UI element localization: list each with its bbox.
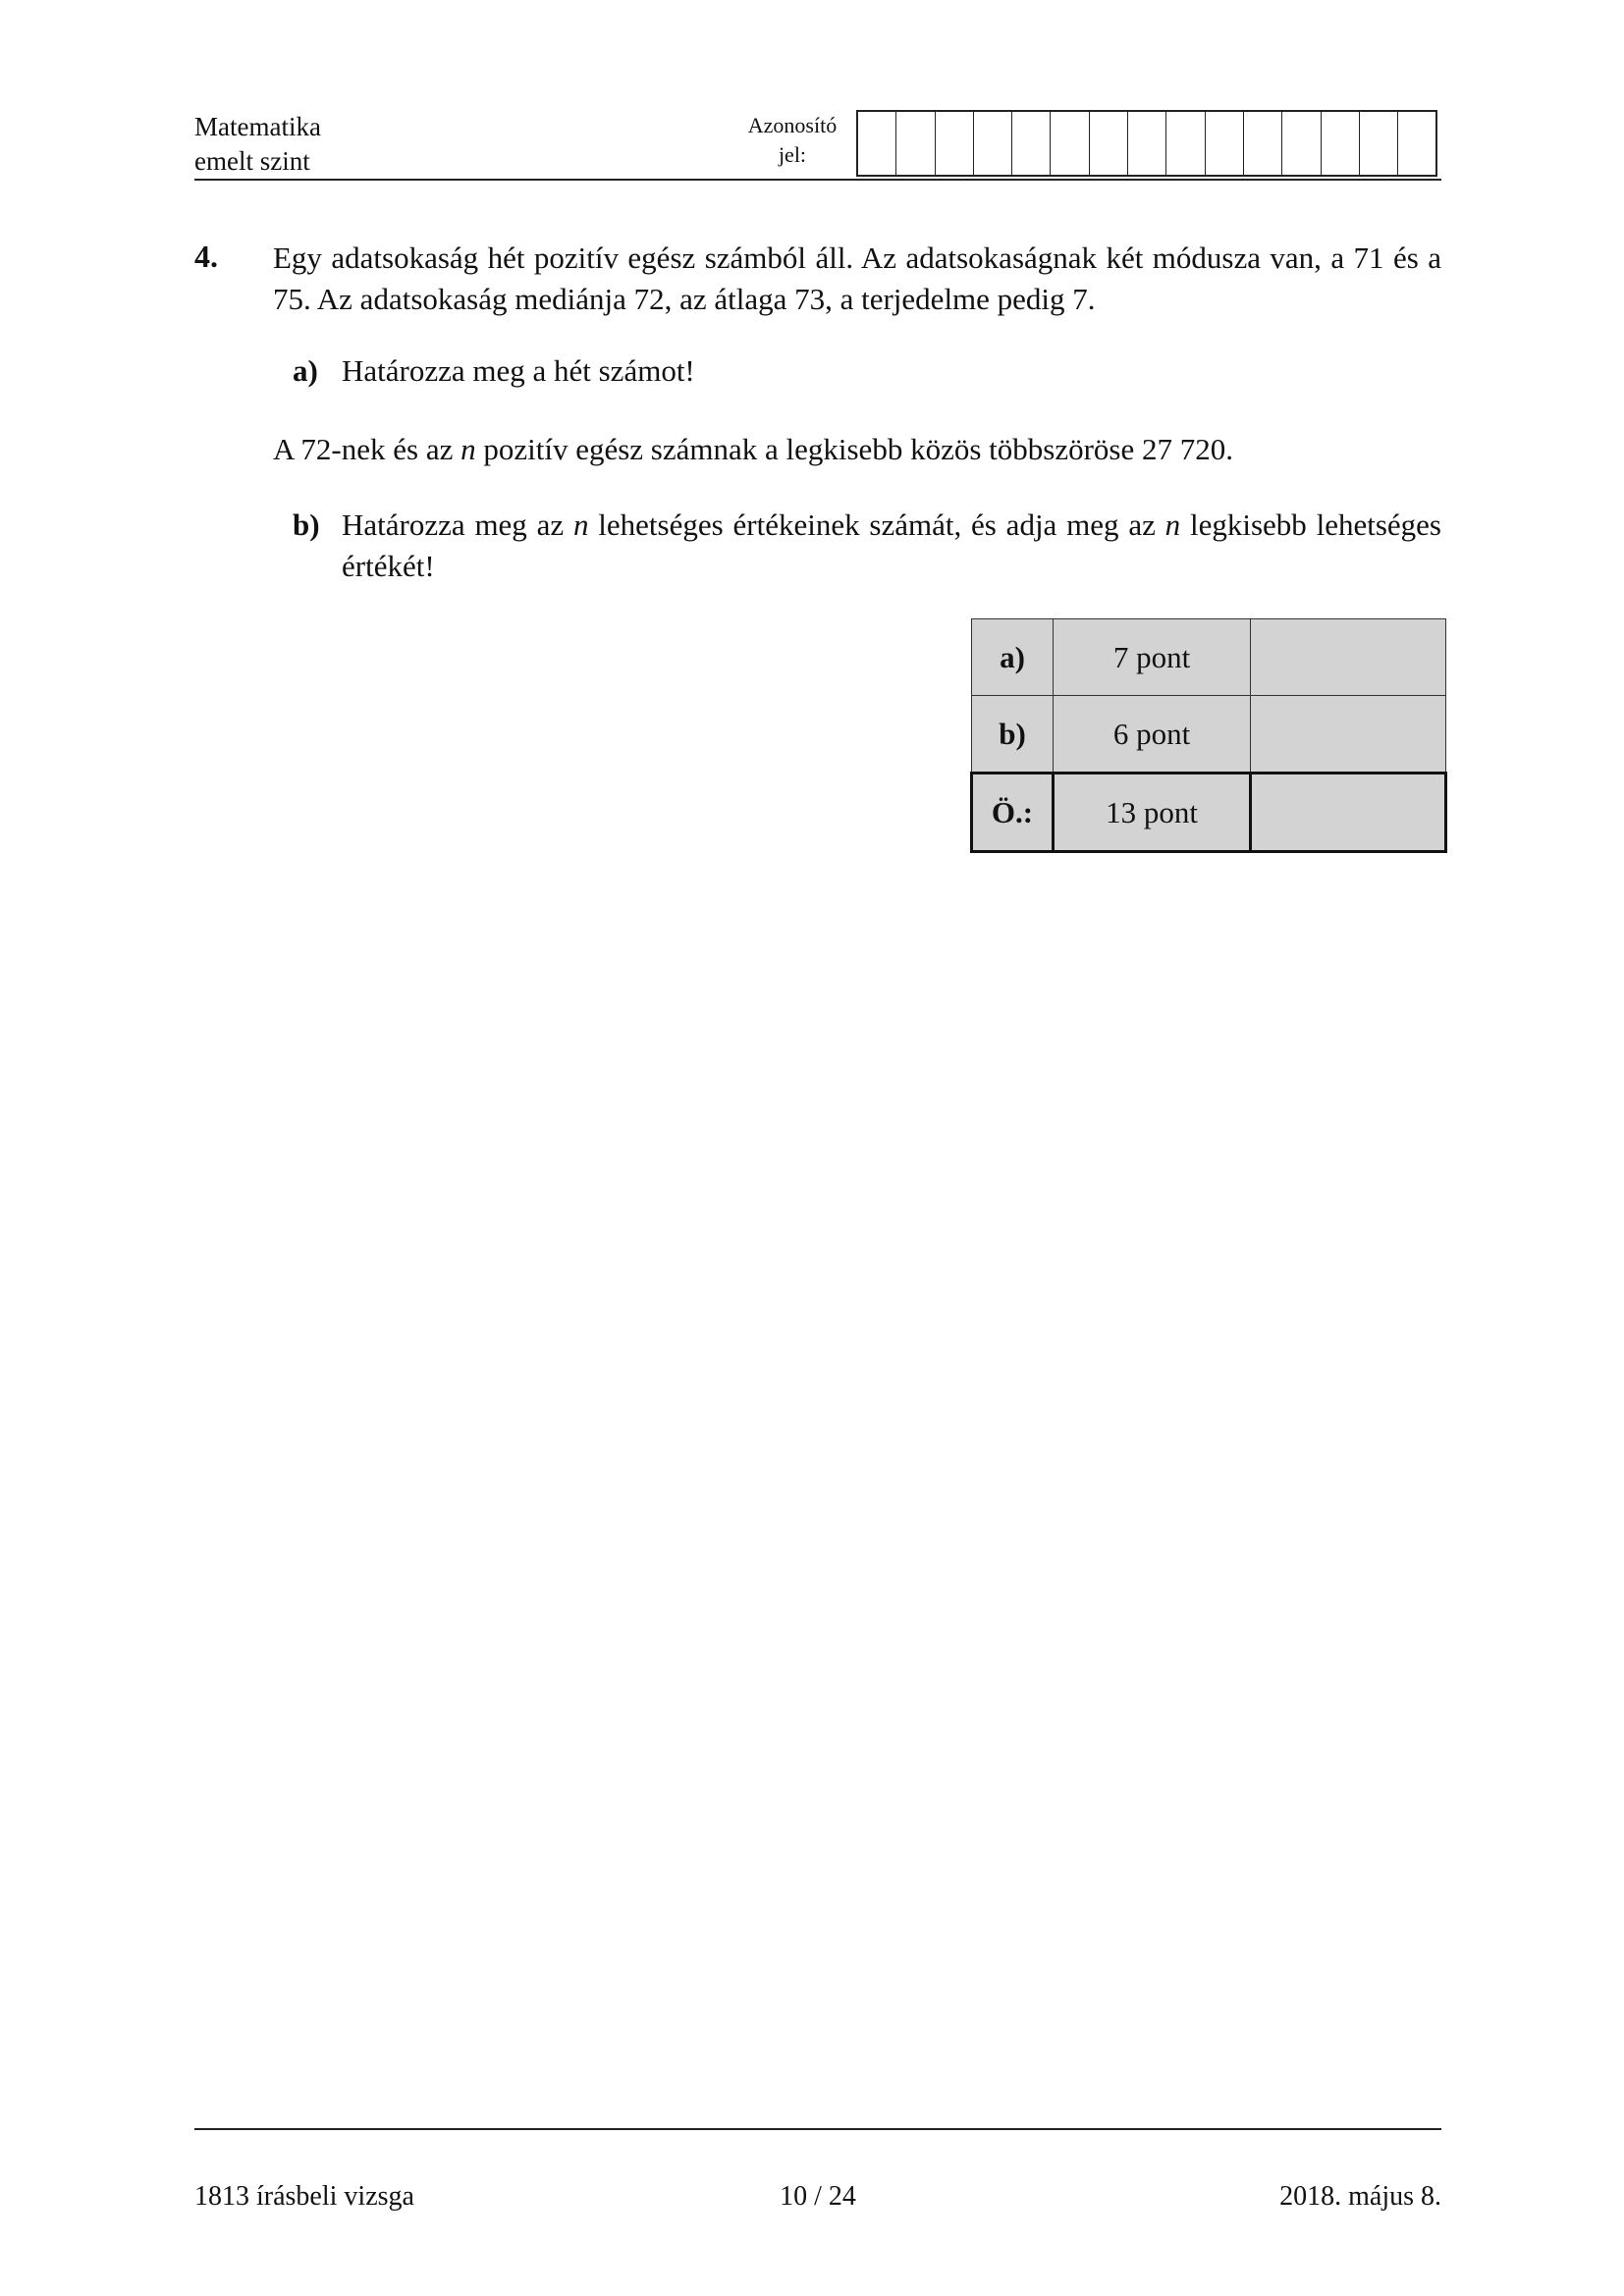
footer-date: 2018. május 8. [1279, 2181, 1441, 2212]
id-box[interactable] [1244, 112, 1282, 175]
score-row-score-field[interactable] [1251, 619, 1446, 696]
score-row-total [972, 774, 1446, 852]
subquestion-a [293, 350, 1441, 392]
subquestion-b-label: b) [293, 507, 320, 542]
variable-n: n [460, 432, 476, 466]
score-row-label: b) [972, 696, 1054, 774]
id-box[interactable] [1128, 112, 1166, 175]
lcm-text-2: pozitív egész számnak a legkisebb közös többszöröse 27 720. [475, 432, 1233, 466]
score-row-label: a) [972, 619, 1054, 696]
question-intro-text: Egy adatsokaság hét pozitív egész számból áll. Az adatsokaságnak két módusza van, a 71 és a 75. Az adatsokaság mediánja 72, az átlaga 73, a terjedelme pedig 7. [273, 240, 1441, 316]
variable-n: n [572, 507, 589, 542]
id-box[interactable] [1398, 112, 1435, 175]
footer-divider [194, 2128, 1441, 2130]
id-box[interactable] [1051, 112, 1089, 175]
id-box[interactable] [974, 112, 1012, 175]
subquestion-b-text-2: lehetséges értékeinek számát, és adja meg az [588, 507, 1165, 542]
question-number: 4. [194, 239, 218, 274]
subquestion-a-label: a) [293, 353, 318, 388]
subject-name: Matematika [194, 112, 321, 141]
score-table [970, 618, 1447, 853]
score-total-label: Ö.: [972, 774, 1054, 852]
id-label-line1: Azonosító [747, 113, 838, 137]
score-total-points: 13 pont [1054, 774, 1251, 852]
footer-exam-code: 1813 írásbeli vizsga [194, 2181, 414, 2212]
id-input-boxes [856, 110, 1437, 177]
subquestion-b [293, 505, 1441, 587]
id-box[interactable] [1166, 112, 1205, 175]
score-row-points: 6 pont [1054, 696, 1251, 774]
subject-level: emelt szint [194, 146, 310, 177]
id-label-line2: jel: [778, 141, 807, 167]
score-row-score-field[interactable] [1251, 696, 1446, 774]
subject-title [194, 110, 321, 179]
score-total-score-field[interactable] [1251, 774, 1446, 852]
id-box[interactable] [1322, 112, 1360, 175]
subquestion-b-text-1: Határozza meg az [342, 507, 573, 542]
id-box[interactable] [1012, 112, 1051, 175]
id-box[interactable] [936, 112, 974, 175]
id-box[interactable] [1206, 112, 1244, 175]
id-box[interactable] [858, 112, 896, 175]
score-row-points: 7 pont [1054, 619, 1251, 696]
id-box[interactable] [1282, 112, 1321, 175]
subquestion-b-text [342, 505, 1441, 587]
lcm-statement [273, 429, 1441, 470]
subquestion-b-text-3: legkisebb lehetséges értékét! [342, 507, 1441, 583]
header-divider [194, 179, 1441, 181]
score-row-a [972, 619, 1446, 696]
question-intro [273, 238, 1441, 320]
id-label [729, 111, 856, 169]
score-row-b [972, 696, 1446, 774]
variable-n: n [1164, 507, 1181, 542]
id-box[interactable] [1090, 112, 1128, 175]
id-box[interactable] [1360, 112, 1398, 175]
subquestion-a-text: Határozza meg a hét számot! [342, 353, 695, 388]
footer-page-number: 10 / 24 [780, 2181, 856, 2212]
lcm-text-1: A 72-nek és az [273, 432, 461, 466]
id-box[interactable] [896, 112, 935, 175]
